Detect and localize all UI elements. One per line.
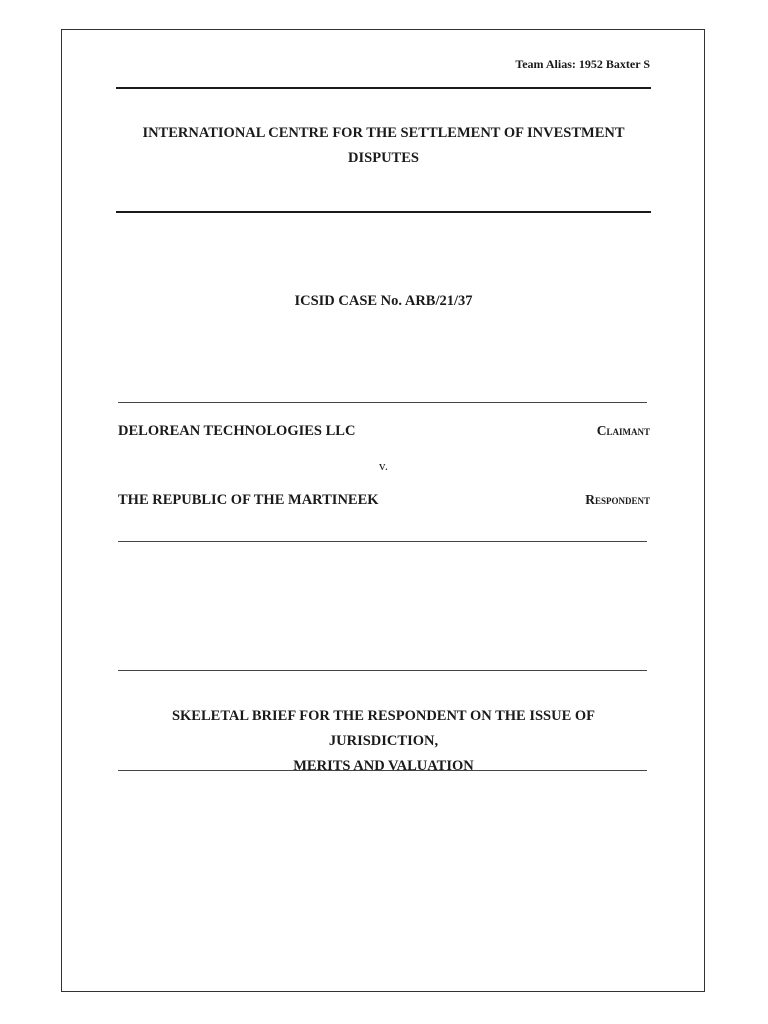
header-rule-bottom [116, 211, 651, 213]
brief-rule-bottom [118, 770, 647, 771]
brief-rule-top [118, 670, 647, 671]
respondent-role: Respondent [585, 492, 650, 507]
claimant-name: DELOREAN TECHNOLOGIES LLC [118, 423, 356, 439]
header-rule-top [116, 87, 651, 89]
team-alias: Team Alias: 1952 Baxter S [515, 57, 650, 71]
institution-title-line-2: DISPUTES [348, 150, 419, 166]
institution-title-line-1: INTERNATIONAL CENTRE FOR THE SETTLEMENT OF INVESTMENT [142, 125, 625, 141]
case-number: ICSID CASE No. ARB/21/37 [294, 293, 473, 309]
versus-label: v. [379, 458, 388, 473]
parties-rule-top [118, 402, 647, 403]
claimant-role: Claimant [596, 423, 650, 438]
brief-title [116, 704, 651, 779]
brief-title-line-1: SKELETAL BRIEF FOR THE RESPONDENT ON THE ISSUE OF JURISDICTION, [171, 708, 596, 749]
page-frame [61, 29, 705, 992]
institution-title [116, 121, 651, 171]
brief-title-line-2: MERITS AND VALUATION [293, 758, 474, 774]
respondent-name: THE REPUBLIC OF THE MARTINEEK [118, 492, 379, 508]
parties-rule-bottom [118, 541, 647, 542]
